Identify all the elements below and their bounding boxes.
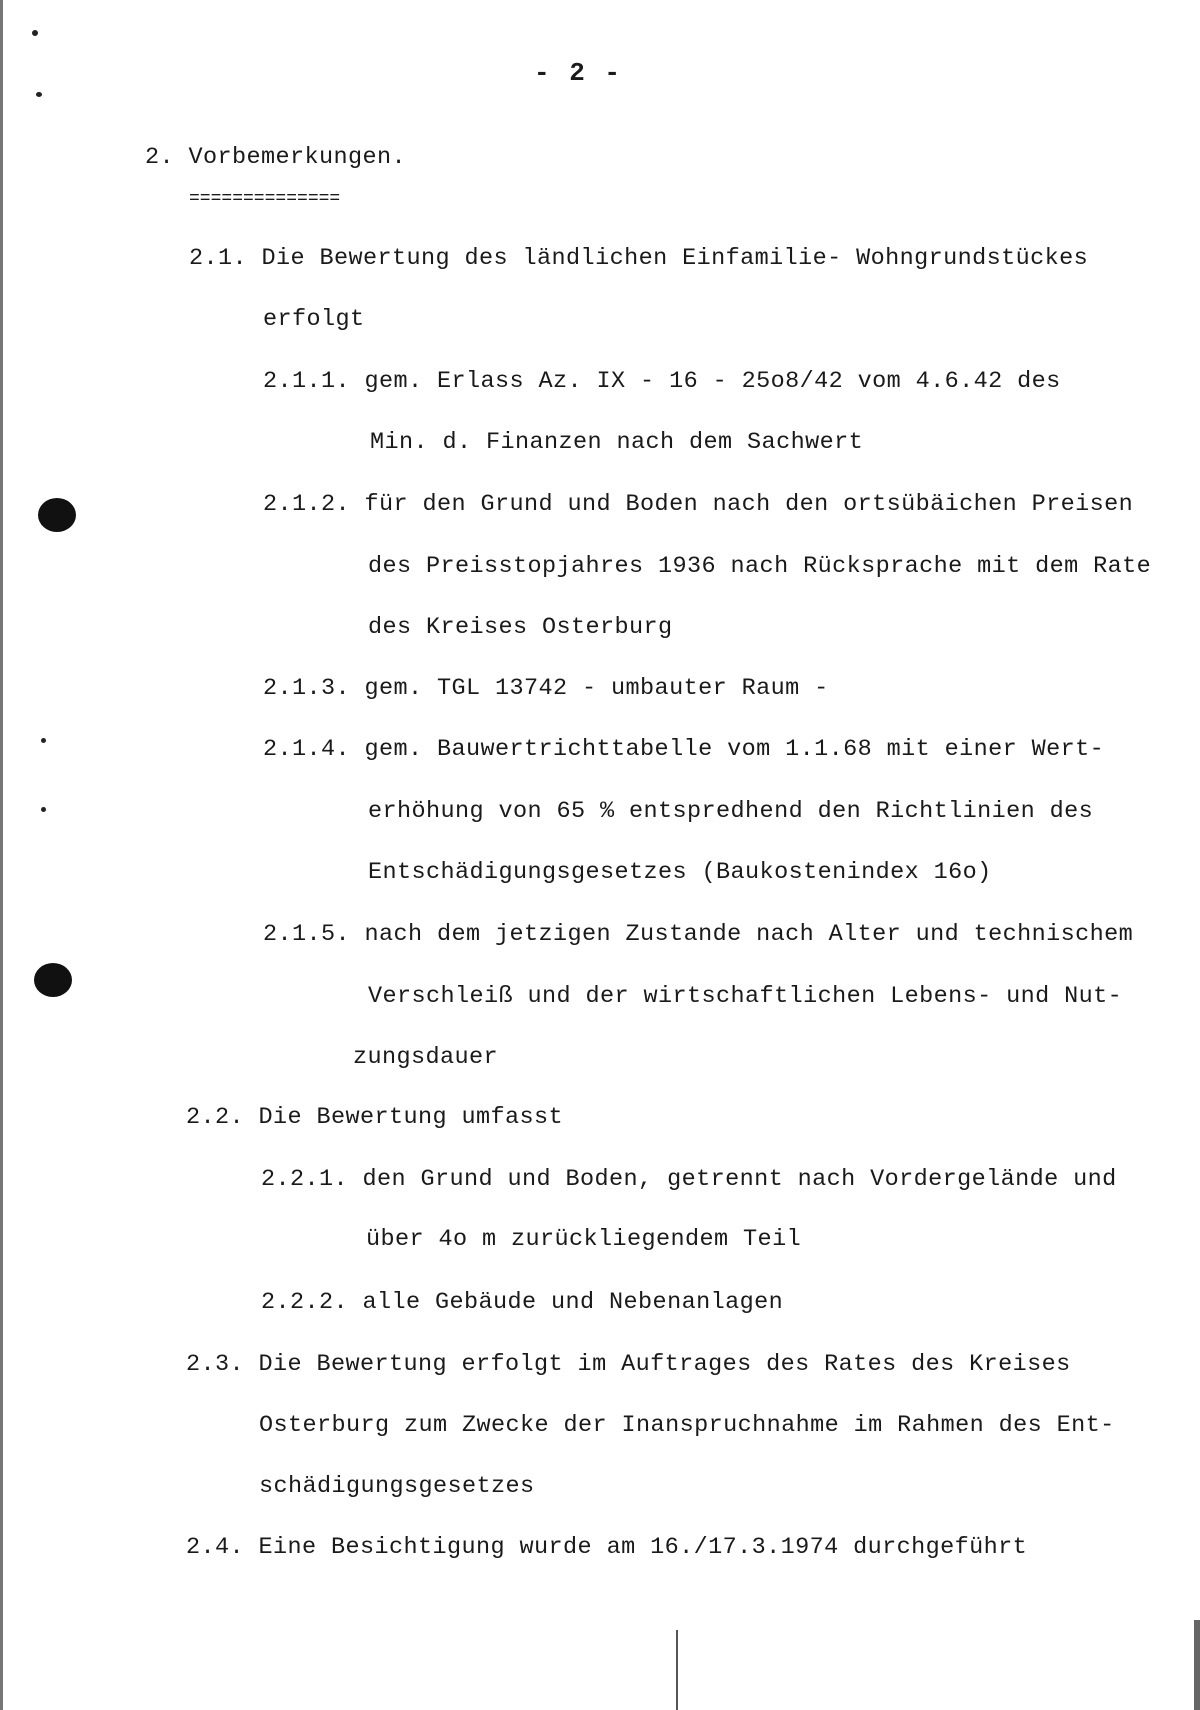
item-2-3-continuation-2: schädigungsgesetzes (259, 1473, 535, 1500)
speck-mark (32, 30, 38, 36)
page-right-edge-shadow (1194, 1620, 1200, 1710)
item-2-3: 2.3. Die Bewertung erfolgt im Auftrages des Rates des Kreises (186, 1351, 1071, 1378)
item-2-2-1: 2.2.1. den Grund und Boden, getrennt nach Vordergelände und (261, 1166, 1117, 1193)
speck-mark (41, 738, 46, 743)
paper-crease (676, 1630, 678, 1710)
item-2-1-5-continuation-2: zungsdauer (353, 1044, 499, 1071)
item-2-1-5-continuation-1: Verschleiß und der wirtschaftlichen Lebens- und Nut- (368, 983, 1123, 1010)
section-heading-underline: ============== (189, 189, 341, 209)
item-2-2-2: 2.2.2. alle Gebäude und Nebenanlagen (261, 1289, 784, 1316)
item-2-1-4-continuation-2: Entschädigungsgesetzes (Baukostenindex 16o) (368, 859, 992, 886)
item-2-1-1: 2.1.1. gem. Erlass Az. IX - 16 - 25o8/42 vom 4.6.42 des (263, 368, 1061, 395)
page-left-edge-shadow (0, 0, 3, 1710)
item-2-2: 2.2. Die Bewertung umfasst (186, 1104, 564, 1131)
item-2-1-2: 2.1.2. für den Grund und Boden nach den ortsübäichen Preisen (263, 491, 1134, 518)
item-2-1-2-continuation-1: des Preisstopjahres 1936 nach Rücksprache mit dem Rate (368, 553, 1152, 580)
item-2-1-4: 2.1.4. gem. Bauwertrichttabelle vom 1.1.68 mit einer Wert- (263, 736, 1105, 763)
item-2-1: 2.1. Die Bewertung des ländlichen Einfamilie- Wohngrundstückes (189, 245, 1089, 272)
item-2-2-1-continuation: über 4o m zurückliegendem Teil (366, 1226, 802, 1253)
punch-hole-bottom (34, 963, 72, 997)
item-2-1-2-continuation-2: des Kreises Osterburg (368, 614, 673, 641)
item-2-1-continuation: erfolgt (263, 306, 365, 333)
item-2-1-1-continuation: Min. d. Finanzen nach dem Sachwert (370, 429, 864, 456)
section-heading: 2. Vorbemerkungen. (145, 144, 407, 171)
item-2-1-4-continuation-1: erhöhung von 65 % entspredhend den Richtlinien des (368, 798, 1094, 825)
speck-mark (36, 92, 42, 97)
item-2-4: 2.4. Eine Besichtigung wurde am 16./17.3.1974 durchgeführt (186, 1534, 1028, 1561)
punch-hole-top (38, 498, 76, 532)
page-number: - 2 - (534, 58, 623, 88)
item-2-3-continuation-1: Osterburg zum Zwecke der Inanspruchnahme im Rahmen des Ent- (259, 1412, 1115, 1439)
speck-mark (41, 807, 46, 812)
item-2-1-3: 2.1.3. gem. TGL 13742 - umbauter Raum - (263, 675, 829, 702)
item-2-1-5: 2.1.5. nach dem jetzigen Zustande nach Alter und technischem (263, 921, 1134, 948)
